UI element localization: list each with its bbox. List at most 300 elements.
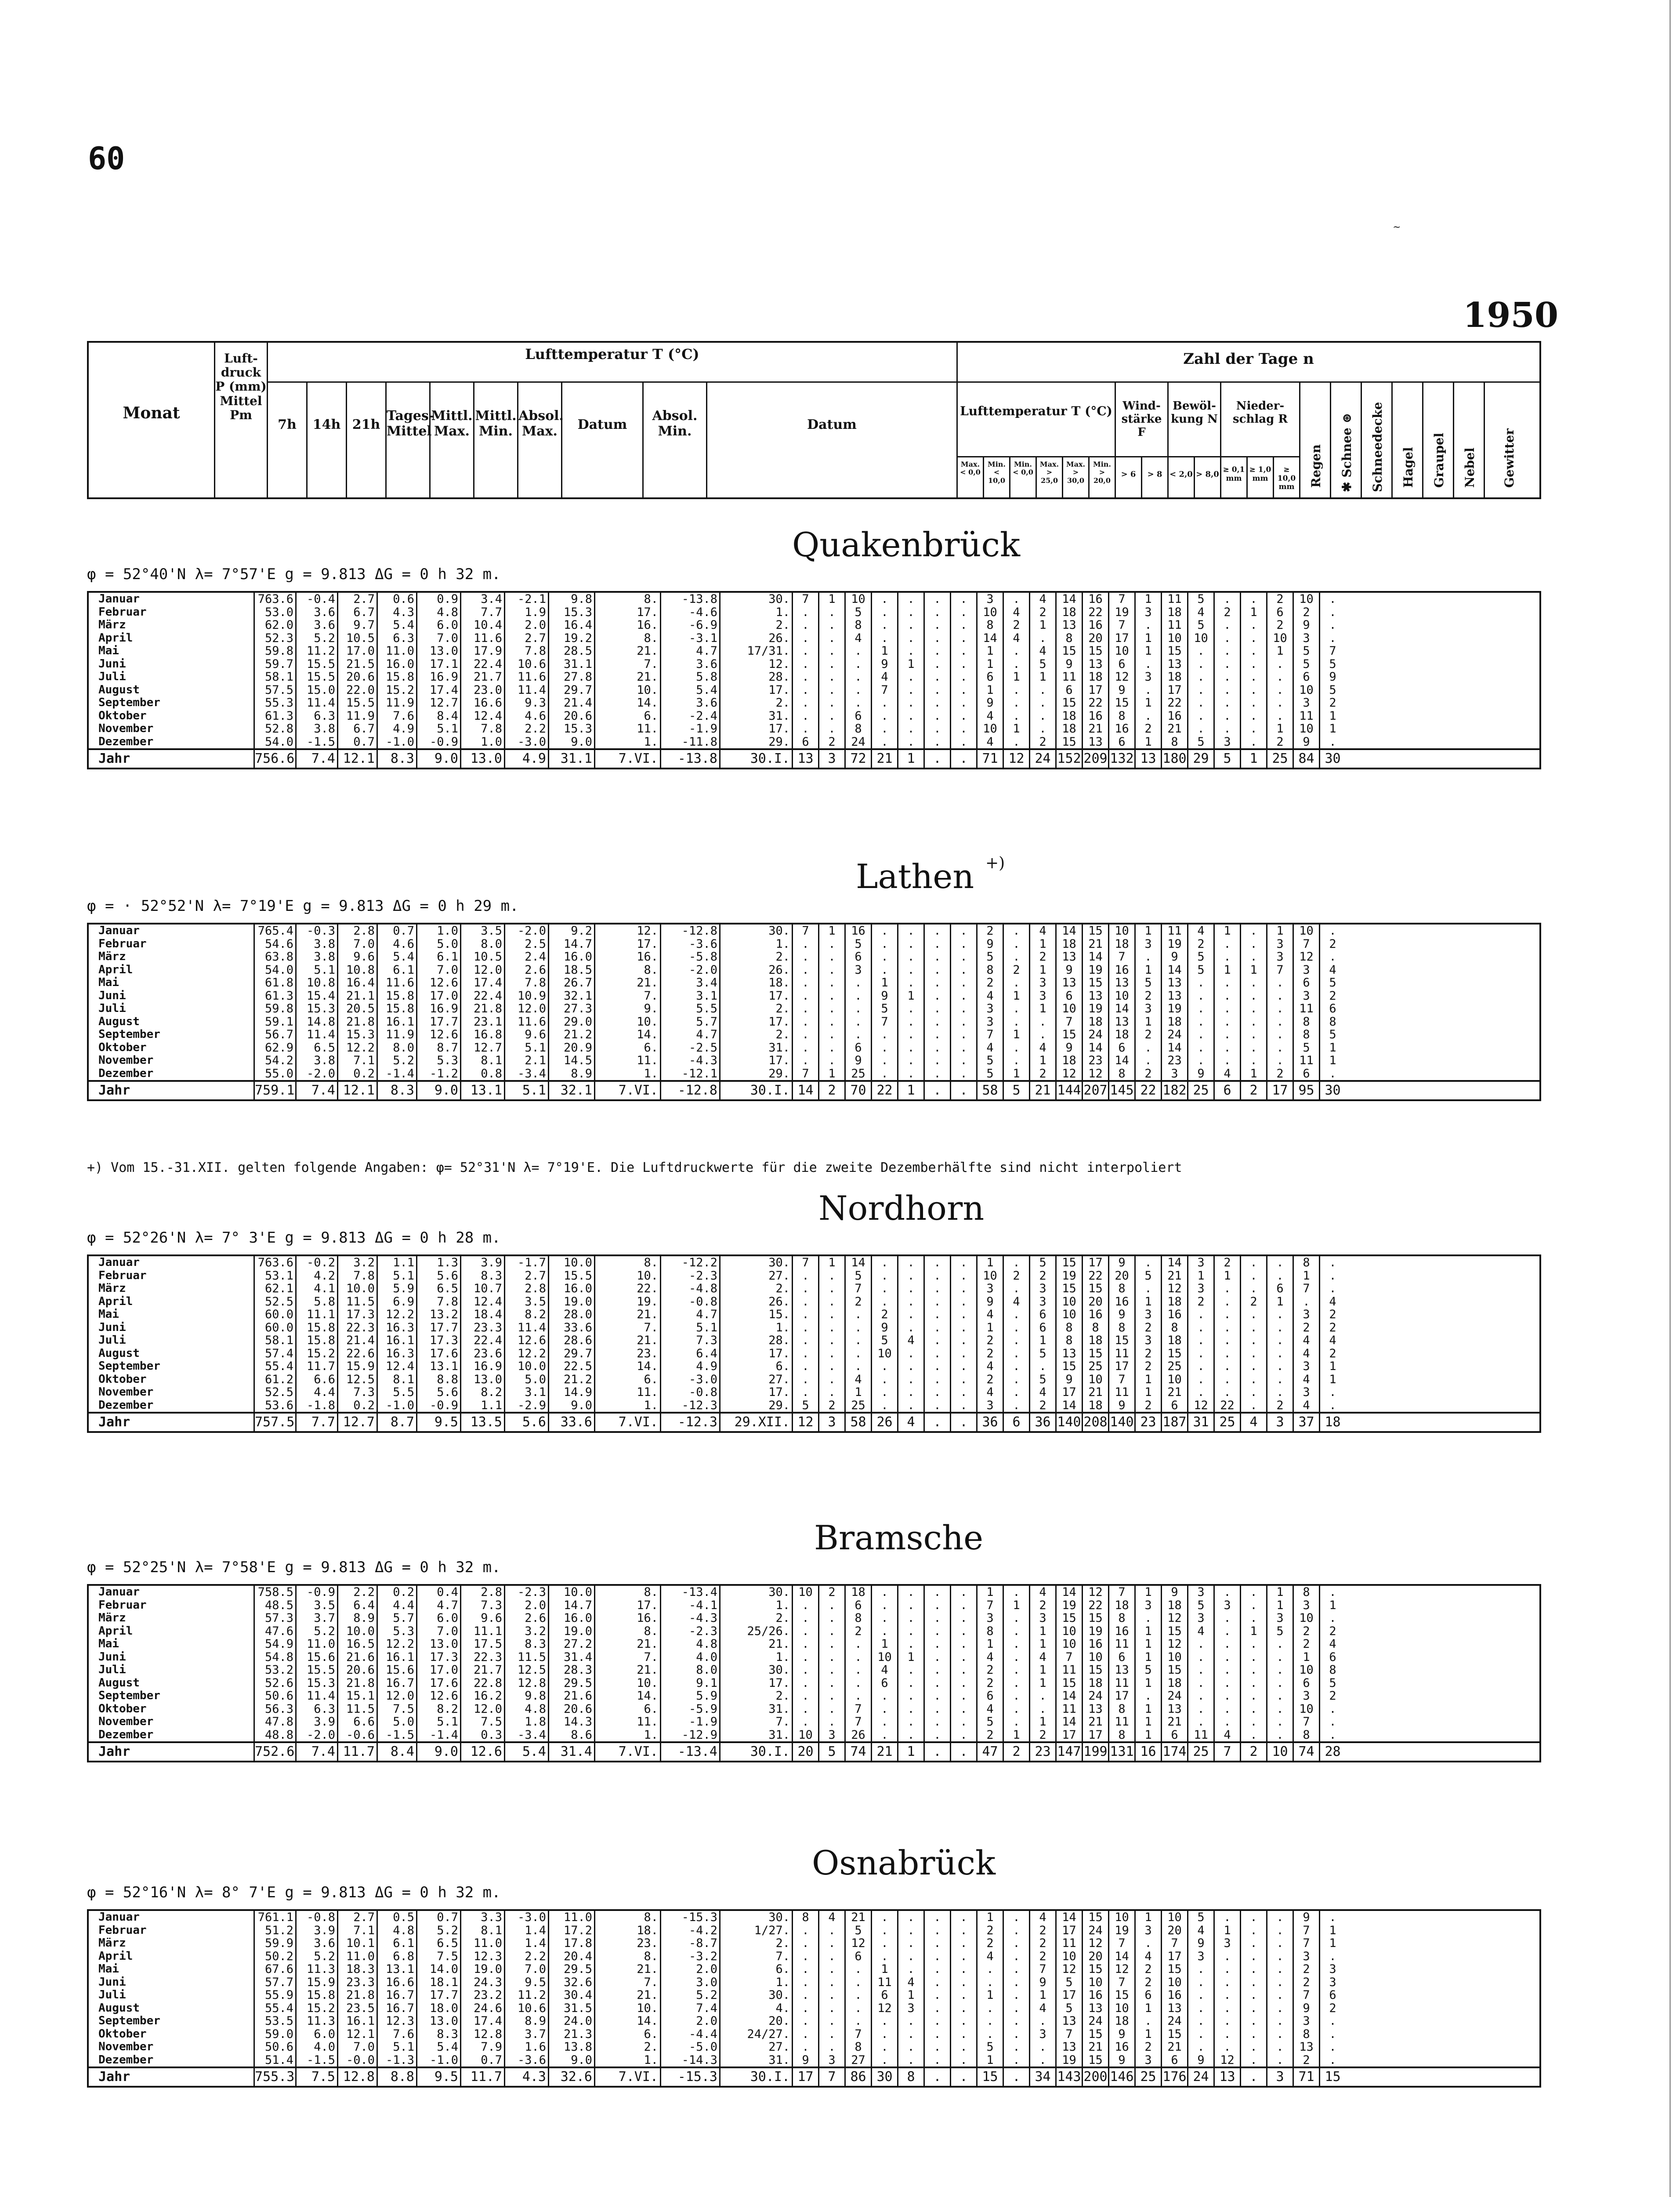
cell: 4.8 bbox=[504, 1703, 548, 1716]
cell: . bbox=[1134, 658, 1161, 671]
cell: 22.5 bbox=[548, 1360, 594, 1373]
cell: 15 bbox=[1161, 1664, 1187, 1677]
cell: 15 bbox=[1055, 645, 1082, 658]
cell: . bbox=[1029, 1689, 1055, 1703]
cell: 3 bbox=[818, 1729, 844, 1742]
header-luftdruck: Luft- druck P (mm) Mittel Pm bbox=[214, 343, 267, 497]
cell: 8 bbox=[1293, 1256, 1319, 1269]
cell: . bbox=[1003, 1360, 1029, 1373]
cell: 61.8 bbox=[253, 976, 295, 990]
cell: 2 bbox=[976, 1729, 1003, 1742]
cell: 7 bbox=[1055, 2028, 1082, 2041]
cell: . bbox=[792, 2002, 818, 2015]
cell: 21 bbox=[1082, 1386, 1108, 1399]
cell: 27. bbox=[719, 2041, 792, 2054]
cell: . bbox=[897, 1360, 923, 1373]
cell: 143 bbox=[1055, 2068, 1082, 2086]
cell: . bbox=[1319, 1911, 1345, 1924]
cell: . bbox=[1213, 1028, 1240, 1041]
cell: . bbox=[1134, 1612, 1161, 1625]
cell: 11.7 bbox=[295, 1360, 337, 1373]
cell: 146 bbox=[1108, 2068, 1134, 2086]
cell: 1.9 bbox=[504, 606, 548, 619]
cell: 1 bbox=[976, 1989, 1003, 2002]
cell: 27. bbox=[719, 1373, 792, 1386]
cell: 13 bbox=[1134, 750, 1161, 768]
cell: 11. bbox=[594, 1386, 660, 1399]
cell: 20.6 bbox=[548, 710, 594, 723]
cell: 2 bbox=[1213, 606, 1240, 619]
cell: 1 bbox=[1003, 1599, 1029, 1612]
cell: 10 bbox=[792, 1729, 818, 1742]
cell: 57.3 bbox=[253, 1612, 295, 1625]
cell: . bbox=[923, 1414, 950, 1431]
cell: 3 bbox=[1319, 1963, 1345, 1976]
cell: 22 bbox=[1213, 1399, 1240, 1412]
cell: . bbox=[950, 976, 976, 990]
cell: 4.0 bbox=[295, 2041, 337, 2054]
cell: . bbox=[1266, 1360, 1293, 1373]
cell: -12.3 bbox=[660, 1414, 719, 1431]
cell: 15.0 bbox=[295, 684, 337, 697]
cell: 3 bbox=[897, 2002, 923, 2015]
cell: 4 bbox=[976, 1386, 1003, 1399]
cell: . bbox=[1003, 1054, 1029, 1067]
cell: 1 bbox=[1029, 1989, 1055, 2002]
cell: 21 bbox=[844, 1911, 871, 1924]
cell: . bbox=[844, 1638, 871, 1651]
cell: . bbox=[818, 1295, 844, 1309]
cell: . bbox=[923, 645, 950, 658]
header-regen: Regen bbox=[1309, 444, 1323, 488]
cell: 5.4 bbox=[504, 1743, 548, 1761]
cell: 12.7 bbox=[416, 696, 460, 710]
cell: 7 bbox=[1319, 645, 1345, 658]
cell: 15 bbox=[1319, 2068, 1345, 2086]
cell: 15.2 bbox=[295, 2002, 337, 2015]
cell: 7 bbox=[1293, 1989, 1319, 2002]
cell: . bbox=[950, 684, 976, 697]
cell: 3 bbox=[1293, 1360, 1319, 1373]
cell: . bbox=[1319, 924, 1345, 938]
cell: . bbox=[818, 2015, 844, 2028]
cell: 200 bbox=[1082, 2068, 1108, 2086]
cell: 1 bbox=[1029, 1054, 1055, 1067]
cell: . bbox=[1213, 1282, 1240, 1295]
cell: 3 bbox=[1134, 1308, 1161, 1321]
cell: 1 bbox=[871, 1638, 897, 1651]
cell: 15.8 bbox=[295, 1321, 337, 1334]
cell: . bbox=[923, 1282, 950, 1295]
cell: 2 bbox=[1134, 1399, 1161, 1412]
cell: . bbox=[871, 1599, 897, 1612]
cell: . bbox=[923, 938, 950, 951]
cell: 53.2 bbox=[253, 1664, 295, 1677]
cell: 209 bbox=[1082, 750, 1108, 768]
cell: . bbox=[1213, 710, 1240, 723]
cell: 6 bbox=[1055, 990, 1082, 1003]
range-bew-2: > 8,0 bbox=[1194, 457, 1220, 497]
cell: 3.5 bbox=[504, 1295, 548, 1309]
cell: . bbox=[792, 1989, 818, 2002]
cell: 3 bbox=[1213, 1937, 1240, 1950]
cell: 18. bbox=[594, 1924, 660, 1937]
cell: . bbox=[1187, 1677, 1213, 1690]
cell: 9.8 bbox=[504, 1689, 548, 1703]
cell: 22.8 bbox=[460, 1677, 504, 1690]
cell: 10 bbox=[1161, 1911, 1187, 1924]
cell: . bbox=[950, 632, 976, 645]
cell: 19 bbox=[1055, 1599, 1082, 1612]
month-row bbox=[89, 1015, 1539, 1029]
month-row bbox=[89, 1041, 1539, 1055]
cell: 1 bbox=[844, 1386, 871, 1399]
cell: -0.9 bbox=[416, 1399, 460, 1412]
cell: 7.6 bbox=[377, 710, 416, 723]
cell: 18 bbox=[1082, 1334, 1108, 1347]
cell: 5.1 bbox=[504, 1041, 548, 1055]
cell: 15.3 bbox=[548, 606, 594, 619]
cell: . bbox=[1003, 684, 1029, 697]
cell: 3 bbox=[976, 1282, 1003, 1295]
cell: 12.5 bbox=[337, 1373, 377, 1386]
cell: 5 bbox=[844, 938, 871, 951]
cell: . bbox=[1240, 976, 1266, 990]
cell: 10 bbox=[1161, 1976, 1187, 1989]
cell: 2 bbox=[1266, 736, 1293, 749]
header-lt-days: Lufttemperatur T (°C) bbox=[956, 382, 1115, 457]
cell: 84 bbox=[1293, 750, 1319, 768]
cell: 3 bbox=[1266, 950, 1293, 964]
cell: . bbox=[1266, 976, 1293, 990]
cell: 56.3 bbox=[253, 1703, 295, 1716]
month-label: Dezember bbox=[98, 1399, 154, 1412]
cell: 18 bbox=[1161, 1677, 1187, 1690]
cell: 25 bbox=[1134, 2068, 1161, 2086]
cell: 9.5 bbox=[504, 1976, 548, 1989]
cell: 16.7 bbox=[377, 2002, 416, 2015]
cell: 4 bbox=[897, 1976, 923, 1989]
cell: 21.5 bbox=[337, 658, 377, 671]
cell: 1 bbox=[976, 1911, 1003, 1924]
cell: 9 bbox=[871, 658, 897, 671]
cell: 29.5 bbox=[548, 1677, 594, 1690]
cell: 7 bbox=[1029, 1963, 1055, 1976]
cell: 11.2 bbox=[295, 645, 337, 658]
cell: 5.1 bbox=[377, 2041, 416, 2054]
cell: 7.1 bbox=[337, 1924, 377, 1937]
cell: 9 bbox=[976, 696, 1003, 710]
cell: . bbox=[1003, 1625, 1029, 1638]
cell: 24 bbox=[1161, 1689, 1187, 1703]
month-label: Februar bbox=[98, 605, 147, 619]
cell: 2 bbox=[1319, 2002, 1345, 2015]
month-row bbox=[89, 696, 1539, 710]
cell: 14 bbox=[1055, 924, 1082, 938]
cell: . bbox=[923, 1689, 950, 1703]
cell: . bbox=[950, 1321, 976, 1334]
cell: 1 bbox=[1029, 1715, 1055, 1729]
cell: 13.0 bbox=[416, 2015, 460, 2028]
cell: 30 bbox=[1319, 1082, 1345, 1099]
month-label: Januar bbox=[98, 1586, 140, 1599]
cell: -5.8 bbox=[660, 950, 719, 964]
cell: . bbox=[897, 1599, 923, 1612]
cell: 2 bbox=[1293, 606, 1319, 619]
cell: . bbox=[792, 1334, 818, 1347]
cell: 17. bbox=[719, 1015, 792, 1029]
cell: 30. bbox=[719, 924, 792, 938]
cell: 30.I. bbox=[719, 1082, 792, 1099]
cell: . bbox=[1029, 1015, 1055, 1029]
cell: 1 bbox=[818, 924, 844, 938]
cell: 17 bbox=[1055, 1924, 1082, 1937]
header-zahl-der-tage: Zahl der Tage n bbox=[956, 343, 1539, 382]
cell: 13 bbox=[1161, 2002, 1187, 2015]
cell: 5.2 bbox=[295, 632, 337, 645]
cell: . bbox=[1266, 1321, 1293, 1334]
cell: 21 bbox=[1082, 2041, 1108, 2054]
cell: 2. bbox=[719, 1612, 792, 1625]
cell: 16. bbox=[594, 619, 660, 632]
month-row bbox=[89, 1963, 1539, 1976]
cell: 3 bbox=[1293, 1308, 1319, 1321]
cell: 12.7 bbox=[337, 1414, 377, 1431]
cell: . bbox=[923, 606, 950, 619]
cell: 9.0 bbox=[416, 1082, 460, 1099]
cell: 9.0 bbox=[416, 1743, 460, 1761]
cell: 1 bbox=[1266, 1586, 1293, 1599]
cell: . bbox=[1213, 1677, 1240, 1690]
year-row bbox=[89, 2066, 1539, 2086]
cell: . bbox=[818, 1703, 844, 1716]
cell: . bbox=[1213, 658, 1240, 671]
cell: . bbox=[1213, 1715, 1240, 1729]
column-header bbox=[87, 341, 1541, 499]
cell: 11.0 bbox=[337, 1950, 377, 1963]
cell: 5.1 bbox=[416, 1715, 460, 1729]
cell: 7 bbox=[844, 2028, 871, 2041]
cell: 5 bbox=[1029, 1373, 1055, 1386]
cell: 17.7 bbox=[416, 1015, 460, 1029]
range-wind-2: > 8 bbox=[1141, 457, 1167, 497]
cell: 54.8 bbox=[253, 1651, 295, 1664]
cell: . bbox=[844, 1308, 871, 1321]
cell: 4 bbox=[1213, 1729, 1240, 1742]
cell: . bbox=[950, 1041, 976, 1055]
cell: 6 bbox=[1293, 976, 1319, 990]
cell: 2.2 bbox=[504, 722, 548, 736]
cell: 32.1 bbox=[548, 990, 594, 1003]
cell: 6.3 bbox=[295, 1703, 337, 1716]
cell: 2.5 bbox=[504, 938, 548, 951]
cell: 2 bbox=[1319, 1347, 1345, 1360]
cell: . bbox=[844, 645, 871, 658]
cell: . bbox=[818, 1269, 844, 1283]
cell: 6. bbox=[594, 710, 660, 723]
cell: 16.3 bbox=[377, 1347, 416, 1360]
cell: 7 bbox=[976, 1028, 1003, 1041]
cell: 20.6 bbox=[337, 671, 377, 684]
cell: 53.6 bbox=[253, 1399, 295, 1412]
cell: 29.7 bbox=[548, 684, 594, 697]
cell: 12.6 bbox=[416, 976, 460, 990]
cell: 2.7 bbox=[504, 1269, 548, 1283]
cell: 1 bbox=[1213, 924, 1240, 938]
cell: 7 bbox=[1108, 950, 1134, 964]
cell: 15.1 bbox=[337, 1689, 377, 1703]
cell: -1.0 bbox=[416, 2054, 460, 2067]
cell: 1 bbox=[1266, 645, 1293, 658]
month-label: Mai bbox=[98, 1963, 119, 1976]
cell: 6.0 bbox=[295, 2028, 337, 2041]
cell: . bbox=[1240, 1729, 1266, 1742]
cell: 18 bbox=[1055, 606, 1082, 619]
cell: . bbox=[1240, 1950, 1266, 1963]
cell: . bbox=[792, 684, 818, 697]
cell: . bbox=[1240, 710, 1266, 723]
cell: . bbox=[1240, 1399, 1266, 1412]
month-label: Juni bbox=[98, 1321, 126, 1334]
cell: 1 bbox=[1134, 1015, 1161, 1029]
cell: 1 bbox=[1240, 1625, 1266, 1638]
cell: 19.0 bbox=[548, 1295, 594, 1309]
cell: . bbox=[818, 1664, 844, 1677]
month-label: März bbox=[98, 1937, 126, 1950]
cell: 7 bbox=[1161, 1937, 1187, 1950]
cell: . bbox=[923, 1625, 950, 1638]
cell: 52.8 bbox=[253, 722, 295, 736]
cell: -0.6 bbox=[337, 1729, 377, 1742]
cell: . bbox=[1187, 1360, 1213, 1373]
cell: . bbox=[950, 1308, 976, 1321]
month-row bbox=[89, 1924, 1539, 1937]
cell: . bbox=[923, 1976, 950, 1989]
cell: . bbox=[923, 1347, 950, 1360]
cell: . bbox=[844, 1989, 871, 2002]
cell: . bbox=[897, 710, 923, 723]
cell: 2 bbox=[976, 924, 1003, 938]
month-row bbox=[89, 1282, 1539, 1295]
cell: -4.8 bbox=[660, 1282, 719, 1295]
cell: 176 bbox=[1161, 2068, 1187, 2086]
cell: 12.3 bbox=[377, 2015, 416, 2028]
cell: . bbox=[1003, 938, 1029, 951]
cell: 2 bbox=[844, 1295, 871, 1309]
cell: 15.8 bbox=[295, 1334, 337, 1347]
cell: 16 bbox=[1082, 593, 1108, 606]
cell: . bbox=[923, 2015, 950, 2028]
cell: . bbox=[1319, 1703, 1345, 1716]
cell: . bbox=[818, 671, 844, 684]
cell: . bbox=[1187, 1963, 1213, 1976]
cell: 31.5 bbox=[548, 2002, 594, 2015]
cell: . bbox=[950, 736, 976, 749]
cell: 6 bbox=[1319, 1989, 1345, 2002]
cell: 6.1 bbox=[416, 950, 460, 964]
cell: -0.8 bbox=[660, 1295, 719, 1309]
cell: 22 bbox=[1161, 696, 1187, 710]
cell: 13.1 bbox=[460, 1082, 504, 1099]
cell: . bbox=[1213, 632, 1240, 645]
cell: 2.6 bbox=[504, 964, 548, 977]
cell: -0.9 bbox=[295, 1586, 337, 1599]
cell: 23.5 bbox=[337, 2002, 377, 2015]
month-label: Juli bbox=[98, 1334, 126, 1347]
cell: . bbox=[897, 1067, 923, 1080]
cell: 4 bbox=[976, 710, 1003, 723]
cell: 15 bbox=[1161, 1963, 1187, 1976]
cell: 144 bbox=[1055, 1082, 1082, 1099]
cell: . bbox=[950, 606, 976, 619]
cell: 147 bbox=[1055, 1743, 1082, 1761]
cell: . bbox=[871, 736, 897, 749]
cell: 0.9 bbox=[416, 593, 460, 606]
cell: . bbox=[1187, 1054, 1213, 1067]
cell: -2.0 bbox=[660, 964, 719, 977]
cell: 12 bbox=[1161, 1282, 1187, 1295]
cell: 20 bbox=[1161, 1924, 1187, 1937]
cell: . bbox=[792, 1937, 818, 1950]
cell: 23. bbox=[594, 1937, 660, 1950]
cell: 7.0 bbox=[416, 964, 460, 977]
cell: 5.9 bbox=[377, 1282, 416, 1295]
month-row bbox=[89, 1373, 1539, 1386]
cell: 1 bbox=[1029, 1677, 1055, 1690]
cell: 5.2 bbox=[377, 1054, 416, 1067]
cell: . bbox=[1266, 2028, 1293, 2041]
month-label: September bbox=[98, 1028, 160, 1041]
station-table bbox=[87, 923, 1541, 1101]
cell: 51.2 bbox=[253, 1924, 295, 1937]
cell: 10 bbox=[1055, 1625, 1082, 1638]
cell: 23 bbox=[1082, 1054, 1108, 1067]
cell: 11.1 bbox=[460, 1625, 504, 1638]
cell: . bbox=[1266, 1989, 1293, 2002]
cell: 12 bbox=[1187, 1399, 1213, 1412]
cell: 62.0 bbox=[253, 619, 295, 632]
cell: 16. bbox=[594, 1612, 660, 1625]
cell: 3.1 bbox=[660, 990, 719, 1003]
cell: 1.4 bbox=[504, 1937, 548, 1950]
year-label: Jahr bbox=[98, 751, 130, 766]
cell: . bbox=[818, 606, 844, 619]
month-row bbox=[89, 1638, 1539, 1651]
cell: 18 bbox=[1161, 1334, 1187, 1347]
cell: . bbox=[1187, 2015, 1213, 2028]
month-label: Februar bbox=[98, 1599, 147, 1612]
cell: 19. bbox=[594, 1295, 660, 1309]
cell: . bbox=[1187, 1347, 1213, 1360]
cell: 3 bbox=[976, 1002, 1003, 1015]
cell: 12 bbox=[1082, 1586, 1108, 1599]
cell: 0.4 bbox=[416, 1586, 460, 1599]
cell: 10. bbox=[594, 2002, 660, 2015]
cell: . bbox=[897, 1002, 923, 1015]
cell: 10. bbox=[594, 1677, 660, 1690]
cell: 2 bbox=[1319, 938, 1345, 951]
cell: 10.6 bbox=[504, 658, 548, 671]
cell: . bbox=[1240, 1976, 1266, 1989]
cell: . bbox=[818, 1334, 844, 1347]
cell: 1 bbox=[1134, 2002, 1161, 2015]
cell: . bbox=[897, 1586, 923, 1599]
cell: 21.8 bbox=[460, 1002, 504, 1015]
year-label: Jahr bbox=[98, 1083, 130, 1098]
header-nebel-cell bbox=[1453, 382, 1484, 497]
cell: 6 bbox=[844, 1950, 871, 1963]
cell: 57.4 bbox=[253, 1347, 295, 1360]
